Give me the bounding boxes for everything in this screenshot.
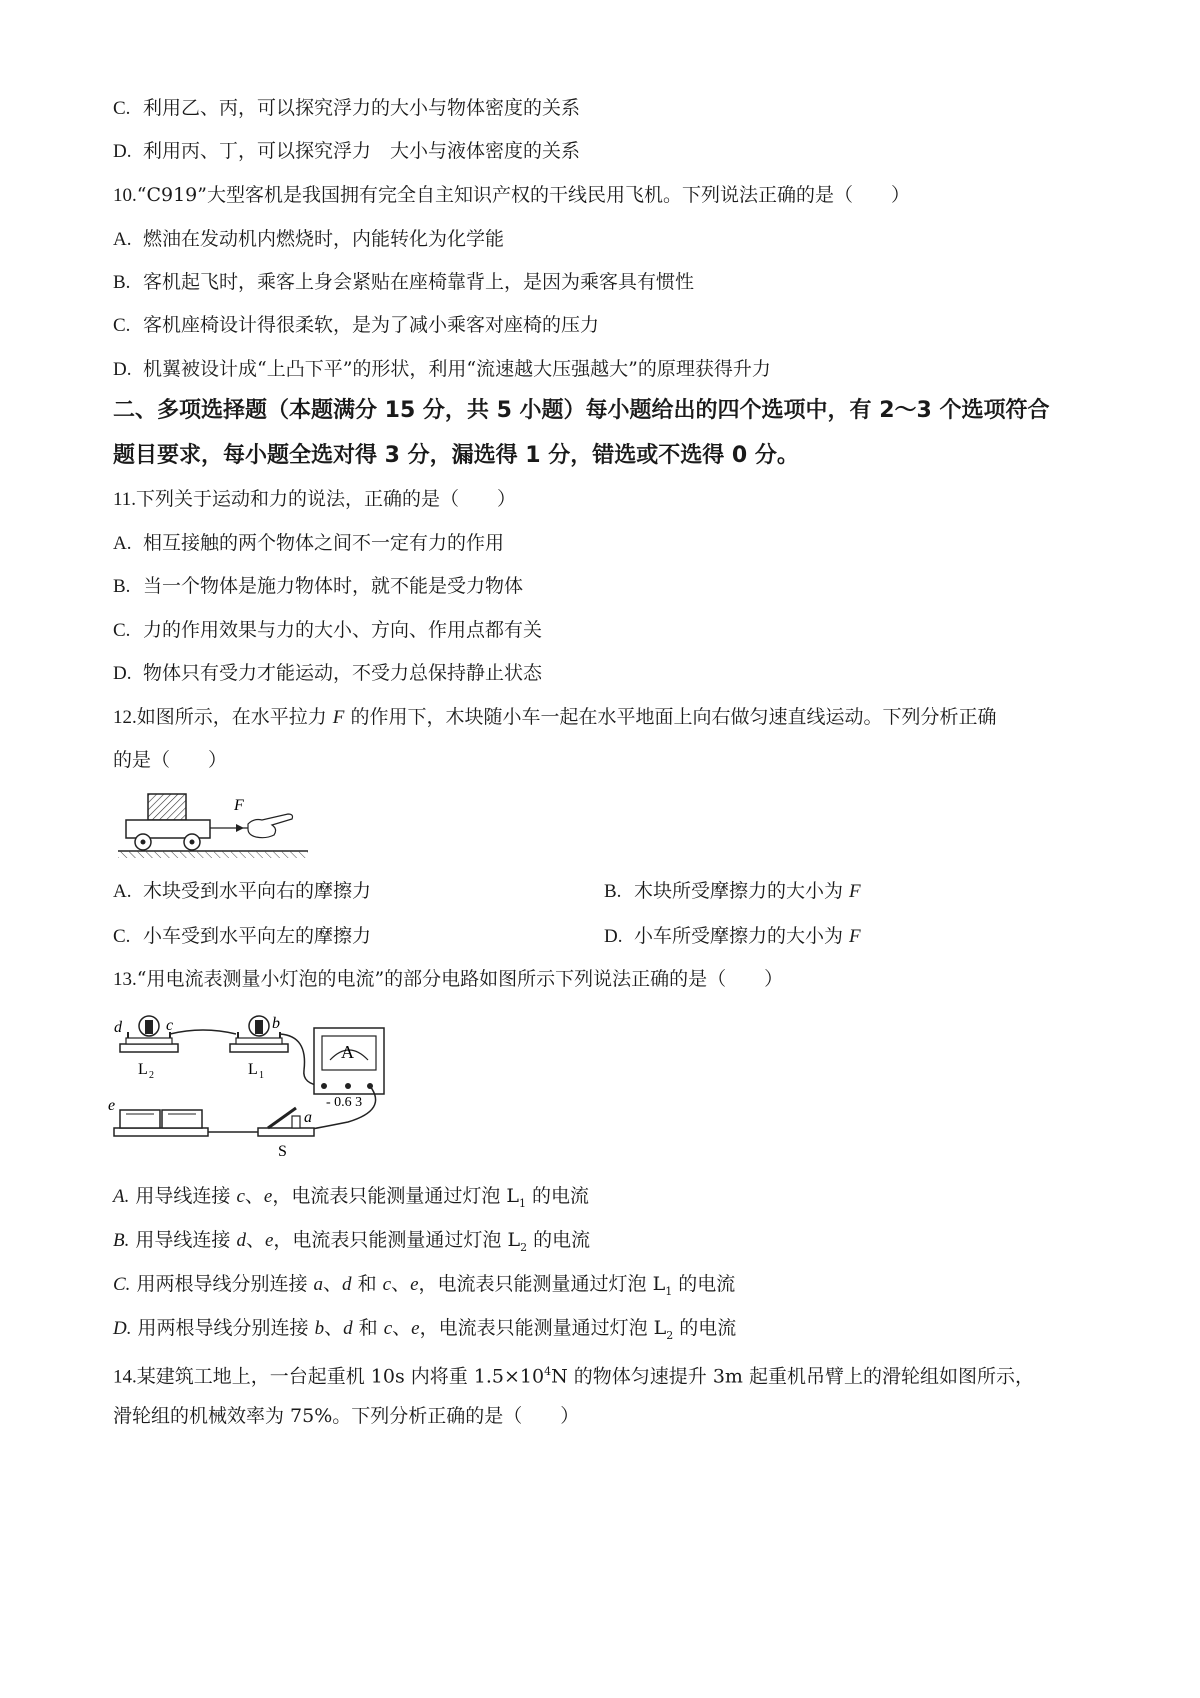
q10-option-a xyxy=(113,227,504,252)
option-label: B. xyxy=(604,881,622,902)
terminal-var: e xyxy=(411,1318,420,1339)
option-label: D. xyxy=(113,663,132,684)
terminal-var: d xyxy=(343,1318,353,1339)
option-text: 燃油在发动机内燃烧时，内能转化为化学能 xyxy=(143,228,505,250)
option-label: A. xyxy=(113,533,132,554)
option-text: ，电流表只能测量通过灯泡 L xyxy=(419,1317,667,1339)
option-text: 用两根导线分别连接 xyxy=(136,1273,314,1295)
option-text: 木块受到水平向右的摩擦力 xyxy=(143,880,372,902)
hand-icon xyxy=(248,814,293,838)
option-label: D. xyxy=(113,1318,132,1339)
q13-stem xyxy=(113,967,783,992)
question-text: 某建筑工地上，一台起重机 10s 内将重 1.5×10 xyxy=(136,1365,545,1388)
option-text: ，电流表只能测量通过灯泡 L xyxy=(272,1185,520,1207)
separator: 、 xyxy=(244,1185,264,1207)
question-number: 14. xyxy=(113,1366,137,1388)
option-label: B. xyxy=(113,1230,130,1251)
option-label: C. xyxy=(113,315,131,336)
lamp-subscript: 2 xyxy=(666,1328,674,1342)
separator: 、 xyxy=(245,1229,265,1251)
option-text: 和 xyxy=(351,1273,383,1295)
ground-hatch xyxy=(118,851,308,858)
force-variable: F xyxy=(849,881,861,902)
q10-option-d xyxy=(113,357,771,382)
question-number: 10. xyxy=(113,185,137,206)
option-text: 客机起飞时，乘客上身会紧贴在座椅靠背上，是因为乘客具有惯性 xyxy=(143,271,695,293)
option-text: 用两根导线分别连接 xyxy=(137,1317,315,1339)
terminal-var: c xyxy=(236,1186,245,1207)
option-text: 小车所受摩擦力的大小为 xyxy=(634,925,850,947)
option-label: D. xyxy=(113,141,132,162)
lamp-l1-label: L xyxy=(248,1061,258,1078)
option-label: C. xyxy=(113,1274,131,1295)
option-label: C. xyxy=(113,620,131,641)
force-variable: F xyxy=(849,926,861,947)
lamp-subscript: 1 xyxy=(519,1196,527,1210)
question-number: 11. xyxy=(113,489,137,510)
option-text: 的电流 xyxy=(527,1229,591,1251)
separator: 、 xyxy=(324,1317,344,1339)
option-text: ，电流表只能测量通过灯泡 L xyxy=(273,1229,521,1251)
option-text: 利用乙、丙，可以探究浮力的大小与物体密度的关系 xyxy=(143,97,581,119)
lamp-subscript: 2 xyxy=(520,1240,528,1254)
terminal-var: c xyxy=(382,1274,392,1295)
option-text: ，电流表只能测量通过灯泡 L xyxy=(418,1273,666,1295)
terminal-var: c xyxy=(383,1318,393,1339)
q14-stem-line2: 滑轮组的机械效率为 75%。下列分析正确的是（ ） xyxy=(113,1405,580,1427)
q11-stem xyxy=(113,487,516,512)
option-text: 的电流 xyxy=(673,1317,737,1339)
lamp-l2-subscript: 2 xyxy=(149,1070,154,1081)
option-text: 力的作用效果与力的大小、方向、作用点都有关 xyxy=(143,619,543,641)
option-text: 的电流 xyxy=(526,1185,590,1207)
question-text: 下列关于运动和力的说法，正确的是（ ） xyxy=(136,488,517,510)
terminal-b-label: b xyxy=(272,1015,280,1032)
terminal-var: d xyxy=(236,1230,246,1251)
terminal-d-label: d xyxy=(114,1019,122,1036)
q12-option-a xyxy=(113,879,371,904)
separator: 、 xyxy=(392,1317,412,1339)
q11-option-a xyxy=(113,531,504,556)
terminal-var: d xyxy=(342,1274,352,1295)
option-text: 木块所受摩擦力的大小为 xyxy=(634,880,850,902)
q9-option-d xyxy=(113,139,580,164)
ammeter-terminals: - 0.6 3 xyxy=(326,1095,363,1110)
option-label: A. xyxy=(113,229,132,250)
terminal-var: e xyxy=(263,1186,273,1207)
force-label: F xyxy=(234,797,244,814)
q12-option-d xyxy=(604,924,861,949)
option-text: 客机座椅设计得很柔软，是为了减小乘客对座椅的压力 xyxy=(143,314,600,336)
option-label: A. xyxy=(113,881,132,902)
q11-option-b xyxy=(113,574,523,599)
q12-stem-line2: 的是（ ） xyxy=(113,749,228,771)
q13-option-a xyxy=(113,1184,589,1216)
q10-stem xyxy=(113,183,910,208)
q14-stem xyxy=(113,1360,1034,1389)
q10-option-c xyxy=(113,313,599,338)
option-text: 和 xyxy=(352,1317,384,1339)
terminal-e-label: e xyxy=(108,1097,116,1114)
exponent: 4 xyxy=(544,1365,552,1378)
q13-option-c xyxy=(113,1272,735,1304)
question-number: 13. xyxy=(113,969,137,990)
q10-option-b xyxy=(113,270,694,295)
option-label: C. xyxy=(113,98,131,119)
option-label: B. xyxy=(113,272,131,293)
wooden-block xyxy=(148,794,186,820)
terminal-c-label: c xyxy=(166,1017,174,1034)
section-heading-line2: 题目要求，每小题全选对得 3 分，漏选得 1 分，错选或不选得 0 分。 xyxy=(113,443,799,468)
option-text: 物体只有受力才能运动，不受力总保持静止状态 xyxy=(143,662,543,684)
lamp-subscript: 1 xyxy=(665,1284,673,1298)
section-heading-line1: 二、多项选择题（本题满分 15 分，共 5 小题）每小题给出的四个选项中，有 2～3 个选项符合 xyxy=(113,398,1050,423)
lamp-l2-label: L xyxy=(138,1061,148,1078)
q13-option-d xyxy=(113,1316,736,1348)
option-text: 用导线连接 xyxy=(135,1229,237,1251)
separator: 、 xyxy=(391,1273,411,1295)
option-text: 的电流 xyxy=(672,1273,736,1295)
option-label: B. xyxy=(113,576,131,597)
q12-stem xyxy=(113,705,996,730)
question-text: “C919”大型客机是我国拥有完全自主知识产权的干线民用飞机。下列说法正确的是（ ） xyxy=(136,184,910,206)
question-text: 的作用下，木块随小车一起在水平地面上向右做匀速直线运动。下列分析正确 xyxy=(344,706,997,728)
q13-option-b xyxy=(113,1228,590,1260)
q12-option-b xyxy=(604,879,861,904)
option-text: 当一个物体是施力物体时，就不能是受力物体 xyxy=(143,575,524,597)
circuit-figure xyxy=(108,1010,428,1170)
force-variable: F xyxy=(332,707,345,728)
option-label: C. xyxy=(113,926,131,947)
cart-figure xyxy=(118,790,318,862)
switch-label: S xyxy=(278,1143,287,1160)
q12-option-c xyxy=(113,924,371,949)
option-text: 用导线连接 xyxy=(135,1185,237,1207)
q11-option-d xyxy=(113,661,542,686)
option-text: 小车受到水平向左的摩擦力 xyxy=(143,925,372,947)
terminal-var: e xyxy=(264,1230,274,1251)
option-text: 相互接触的两个物体之间不一定有力的作用 xyxy=(143,532,505,554)
option-label: A. xyxy=(113,1186,130,1207)
q9-option-c xyxy=(113,96,580,121)
ammeter-symbol: A xyxy=(341,1042,354,1062)
option-label: D. xyxy=(113,359,132,380)
separator: 、 xyxy=(323,1273,343,1295)
q11-option-c xyxy=(113,618,542,643)
terminal-var: b xyxy=(314,1318,325,1339)
terminal-var: e xyxy=(410,1274,419,1295)
terminal-a-label: a xyxy=(304,1109,312,1126)
battery xyxy=(114,1110,208,1136)
lamp-l1-subscript: 1 xyxy=(259,1070,264,1081)
option-text: 利用丙、丁，可以探究浮力 大小与液体密度的关系 xyxy=(143,140,581,162)
option-label: D. xyxy=(604,926,623,947)
terminal-var: a xyxy=(313,1274,324,1295)
question-text: 如图所示，在水平拉力 xyxy=(136,706,333,728)
question-text: “用电流表测量小灯泡的电流”的部分电路如图所示下列说法正确的是（ ） xyxy=(136,968,784,990)
option-text: 机翼被设计成“上凸下平”的形状，利用“流速越大压强越大”的原理获得升力 xyxy=(143,358,771,380)
question-text: N 的物体匀速提升 3m 起重机吊臂上的滑轮组如图所示， xyxy=(551,1365,1034,1388)
question-number: 12. xyxy=(113,707,137,728)
